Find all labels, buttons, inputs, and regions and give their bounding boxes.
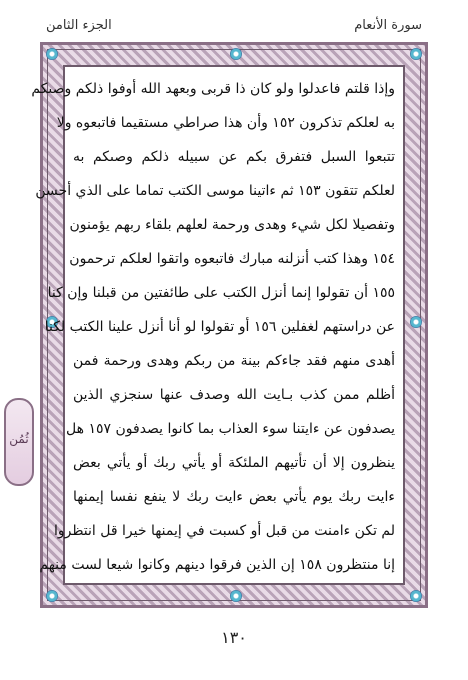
- verse-line-13: ءايت ربك يوم يأتي بعض ءايت ربك لا ينفع نفسا إيمنها: [73, 489, 395, 505]
- rosette-ornament: [46, 48, 58, 60]
- page-number: ١٣٠: [221, 628, 247, 647]
- verse-line-12: ينظرون إلا أن تأتيهم الملئكة أو يأتي ربك أو يأتي بعض: [73, 455, 395, 471]
- verse-line-1: وإذا قلتم فاعدلوا ولو كان ذا قربى وبعهد الله أوفوا ذلكم وصىكم: [31, 81, 395, 97]
- rosette-ornament: [230, 48, 242, 60]
- rosette-ornament: [410, 48, 422, 60]
- verse-line-4: لعلكم تتقون ١٥٣ ثم ءاتينا موسى الكتب تماما على الذي أحسن: [35, 183, 395, 199]
- verse-line-10: أظلم ممن كذب بـايت الله وصدف عنها سنجزي الذين: [73, 387, 395, 403]
- rosette-ornament: [410, 590, 422, 602]
- verse-line-2: به لعلكم تذكرون ١٥٢ وأن هذا صراطي مستقيما فاتبعوه ولا: [56, 115, 395, 131]
- juz-name: الجزء الثامن: [46, 17, 112, 33]
- verse-line-14: لم تكن ءامنت من قبل أو كسبت في إيمنها خيرا قل انتظروا: [53, 523, 395, 539]
- rosette-ornament: [410, 316, 422, 328]
- verse-line-7: ١٥٥ أن تقولوا إنما أنزل الكتب على طائفتين من قبلنا وإن كنا: [47, 285, 395, 301]
- verse-line-5: وتفصيلا لكل شيء وهدى ورحمة لعلهم بلقاء ربهم يؤمنون: [69, 217, 395, 233]
- thumun-marker: [4, 398, 34, 486]
- verse-line-3: تتبعوا السبل فتفرق بكم عن سبيله ذلكم وصىكم به: [73, 149, 395, 165]
- thumun-label: ثُمُن: [9, 432, 29, 446]
- surah-name: سورة الأنعام: [354, 17, 422, 33]
- verse-line-8: عن دراستهم لغفلين ١٥٦ أو تقولوا لو أنا أنزل علينا الكتب لكنا: [44, 319, 395, 335]
- verse-line-6: ١٥٤ وهذا كتب أنزلنه مبارك فاتبعوه واتقوا لعلكم ترحمون: [69, 251, 395, 267]
- text-panel: [31, 65, 405, 585]
- rosette-ornament: [230, 590, 242, 602]
- verse-line-15: إنا منتظرون ١٥٨ إن الذين فرقوا دينهم وكانوا شيعا لست منهم: [39, 557, 395, 573]
- ornamental-frame: [31, 42, 428, 608]
- rosette-ornament: [46, 590, 58, 602]
- verse-lines: [31, 75, 395, 575]
- page-header: [46, 14, 422, 36]
- verse-line-11: يصدفون عن ءايتنا سوء العذاب بما كانوا يصدفون ١٥٧ هل: [66, 421, 395, 437]
- verse-line-9: أهدى منهم فقد جاءكم بينة من ربكم وهدى ورحمة فمن: [73, 353, 395, 369]
